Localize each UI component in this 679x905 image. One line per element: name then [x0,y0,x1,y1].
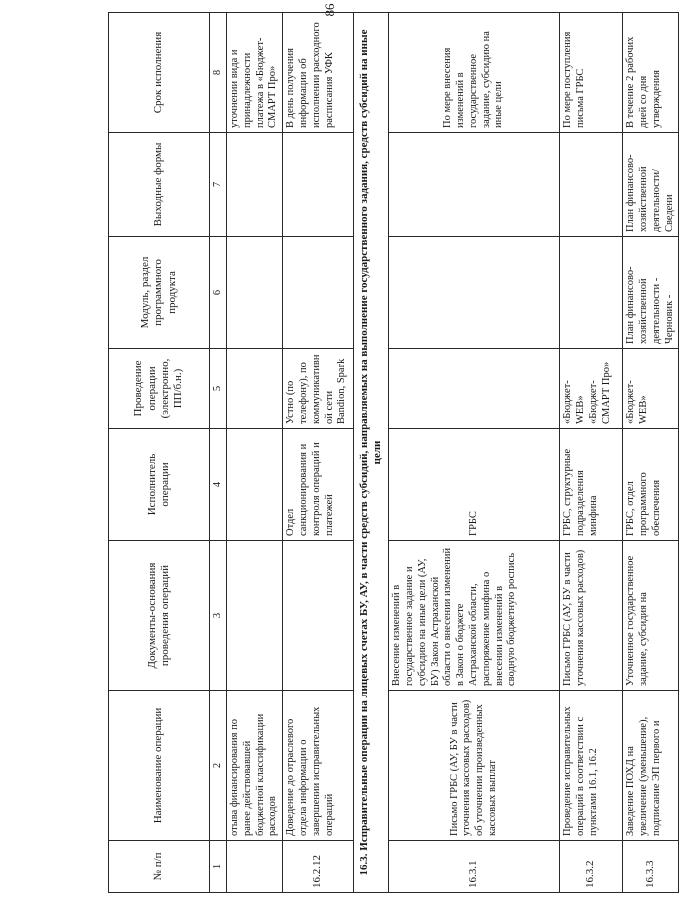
operation-name: Проведение исправительных операций в соответствии с пунктами 16.1, 16.2 [560,691,623,841]
basis-documents: Письмо ГРБС (АУ, БУ в части уточнения кассовых расходов) [560,541,623,691]
operation-mode [389,349,560,429]
header-cell: Наименование операции [109,691,210,841]
operation-mode: «Бюджет-WEB» [623,349,679,429]
table-row [389,13,560,893]
table-header-row [109,13,210,893]
header-cell: Документы-основания проведения операций [109,541,210,691]
deadline: В день получения информации об исполнении расходного расписания УФК [283,13,354,133]
table-row [623,13,679,893]
header-cell: Модуль, раздел программного продукта [109,237,210,349]
operation-mode [227,349,283,429]
software-module [283,237,354,349]
column-number: 3 [210,541,227,691]
column-number: 2 [210,691,227,841]
operation-name: Письмо ГРБС (АУ, БУ в части уточнения кассовых расходов) об уточнении произведенных кассовых выплат [389,691,560,841]
column-number: 7 [210,133,227,237]
output-forms [283,133,354,237]
deadline: уточнении вида и принадлежности платежа в «Бюджет-СМАРТ Про» [227,13,283,133]
operation-executor [227,429,283,541]
basis-documents: Внесение изменений в государственное задание и субсидию на иные цели (АУ, БУ) Закон Астраханской области о внесении изменений в Закон о бюджете Астраханской области, распоряжение минфина о внесении изменений в сводную бюджетную роспись [389,541,560,691]
software-module [560,237,623,349]
header-cell: Срок исполнения [109,13,210,133]
output-forms: План финансово-хозяйственной деятельности/Сведени [623,133,679,237]
section-title: 16.3. Исправительные операции на лицевых счетах БУ, АУ, в части средств субсидий, направляемых на выполнение государственного задания, средств субсидий на иные цели [354,13,389,893]
operation-executor: ГРБС, отдел программного обеспечения [623,429,679,541]
operation-mode: Устно (по телефону), по коммуникативной сети Bandion, Spark [283,349,354,429]
table-row [560,13,623,893]
row-number [227,841,283,893]
row-number: 16.3.3 [623,841,679,893]
output-forms [227,133,283,237]
operation-mode: «Бюджет-WEB» «Бюджет-СМАРТ Про» [560,349,623,429]
operation-name: отыва финансирования по ранее действовавшей бюджетной классификации расходов [227,691,283,841]
row-number: 16.3.2 [560,841,623,893]
deadline: По мере поступления письма ГРБС [560,13,623,133]
header-cell: Выходные формы [109,133,210,237]
row-number: 16.3.1 [389,841,560,893]
section-row [354,13,389,893]
deadline: По мере внесения изменений в государственное задание, субсидию на иные цели [389,13,560,133]
column-number: 8 [210,13,227,133]
column-number-row [210,13,227,893]
table-row [283,13,354,893]
header-cell: Проведение операции (электронно, ПП/б.н.) [109,349,210,429]
column-number: 1 [210,841,227,893]
table-row [227,13,283,893]
column-number: 6 [210,237,227,349]
header-cell: Исполнитель операции [109,429,210,541]
operation-name: Доведение до отраслевого отдела информации о завершении исправительных операций [283,691,354,841]
basis-documents [283,541,354,691]
deadline: В течение 2 рабочих дней со дня утверждения [623,13,679,133]
operations-table [108,12,679,893]
header-cell: № п/п [109,841,210,893]
software-module [389,237,560,349]
column-number: 5 [210,349,227,429]
operation-executor: Отдел санкционирования и контроля операций и платежей [283,429,354,541]
output-forms [389,133,560,237]
column-number: 4 [210,429,227,541]
operation-executor: ГРБС, структурные подразделения минфина [560,429,623,541]
rotated-table-container [108,13,675,893]
software-module [227,237,283,349]
operation-name: Заведение ПОХД на увеличение (уменьшение), подписание ЭП первого и [623,691,679,841]
basis-documents: Уточненное государственное задание, субсидия на [623,541,679,691]
operation-executor: ГРБС [389,429,560,541]
output-forms [560,133,623,237]
basis-documents [227,541,283,691]
page-number: 86 [322,3,337,17]
row-number: 16.2.12 [283,841,354,893]
software-module: План финансово-хозяйственной деятельности - Черновик - [623,237,679,349]
